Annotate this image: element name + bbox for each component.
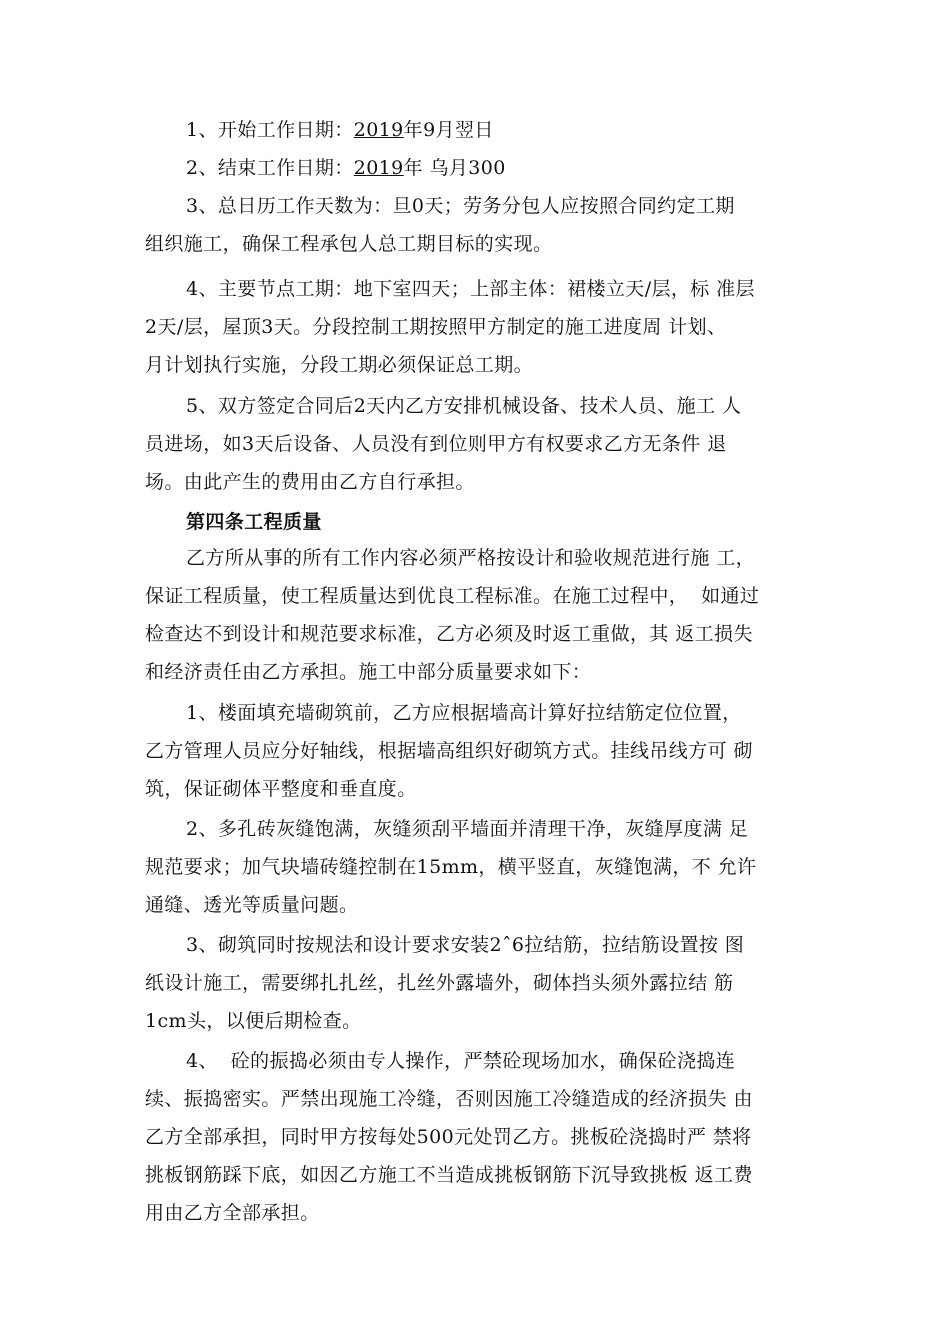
paragraph-line: 乙方全部承担，同时甲方按每处500元处罚乙方。挑板砼浇捣时严 禁将 — [145, 1126, 752, 1148]
start-date-rest: 年9月翌日 — [403, 119, 494, 141]
end-date-rest: 年 乌月300 — [403, 157, 506, 179]
paragraph-line: 4、 砼的振捣必须由专人操作，严禁砼现场加水，确保砼浇捣连 — [186, 1050, 736, 1072]
paragraph-line: 3、砌筑同时按规法和设计要求安装2ˆ6拉结筋，拉结筋设置按 图 — [186, 934, 745, 956]
paragraph-line: 用由乙方全部承担。 — [145, 1202, 320, 1224]
paragraph-line: 2天/层，屋顶3天。分段控制工期按照甲方制定的施工进度周 计划、 — [145, 316, 727, 338]
paragraph-line: 通缝、透光等质量问题。 — [145, 894, 359, 916]
paragraph-line: 场。由此产生的费用由乙方自行承担。 — [145, 471, 475, 493]
end-date-year: 2019 — [353, 157, 404, 179]
start-date-label: 1、开始工作日期： — [186, 119, 354, 141]
section-heading: 第四条工程质量 — [186, 511, 322, 533]
paragraph-line: 4、主要节点工期：地下室四天；上部主体：裙楼立天/层，标 准层 — [186, 278, 755, 300]
paragraph-line: 筑，保证砌体平整度和垂直度。 — [145, 778, 417, 800]
paragraph-line: 规范要求；加气块墙砖缝控制在15mm，横平竖直，灰缝饱满，不 允许 — [145, 856, 757, 878]
paragraph-line: 纸设计施工，需要绑扎扎丝，扎丝外露墙外，砌体挡头须外露拉结 筋 — [145, 972, 734, 994]
paragraph-line: 月计划执行实施，分段工期必须保证总工期。 — [145, 354, 534, 376]
paragraph-line: 1cm头，以便后期检查。 — [145, 1010, 362, 1032]
paragraph-line: 乙方管理人员应分好轴线，根据墙高组织好砌筑方式。挂线吊线方可 砌 — [145, 740, 753, 762]
paragraph-line: 2、多孔砖灰缝饱满，灰缝须刮平墙面并清理干净，灰缝厚度满 足 — [186, 818, 749, 840]
paragraph-line: 挑板钢筋踩下底，如因乙方施工不当造成挑板钢筋下沉导致挑板 返工费 — [145, 1164, 753, 1186]
end-date-line — [186, 155, 506, 181]
paragraph-line: 乙方所从事的所有工作内容必须严格按设计和验收规范进行施 工， — [186, 547, 756, 569]
paragraph-line: 和经济责任由乙方承担。施工中部分质量要求如下： — [145, 661, 592, 683]
paragraph-line: 检查达不到设计和规范要求标准，乙方必须及时返工重做，其 返工损失 — [145, 623, 753, 645]
paragraph-line: 员进场，如3天后设备、人员没有到位则甲方有权要求乙方无条件 退 — [145, 433, 727, 455]
paragraph-line: 保证工程质量，使工程质量达到优良工程标准。在施工过程中， 如通过 — [145, 585, 760, 607]
paragraph-line: 3、总日历工作天数为：旦0天；劳务分包人应按照合同约定工期 — [186, 195, 735, 217]
paragraph-line: 续、振捣密实。严禁出现施工冷缝，否则因施工冷缝造成的经济损失 由 — [145, 1088, 753, 1110]
paragraph-line: 组织施工，确保工程承包人总工期目标的实现。 — [145, 233, 553, 255]
start-date-line — [186, 117, 494, 143]
paragraph-line: 5、双方签定合同后2天内乙方安排机械设备、技术人员、施工 人 — [186, 395, 742, 417]
paragraph-line: 1、楼面填充墙砌筑前，乙方应根据墙高计算好拉结筋定位位置， — [186, 702, 742, 724]
end-date-label: 2、结束工作日期： — [186, 157, 354, 179]
start-date-year: 2019 — [353, 119, 404, 141]
